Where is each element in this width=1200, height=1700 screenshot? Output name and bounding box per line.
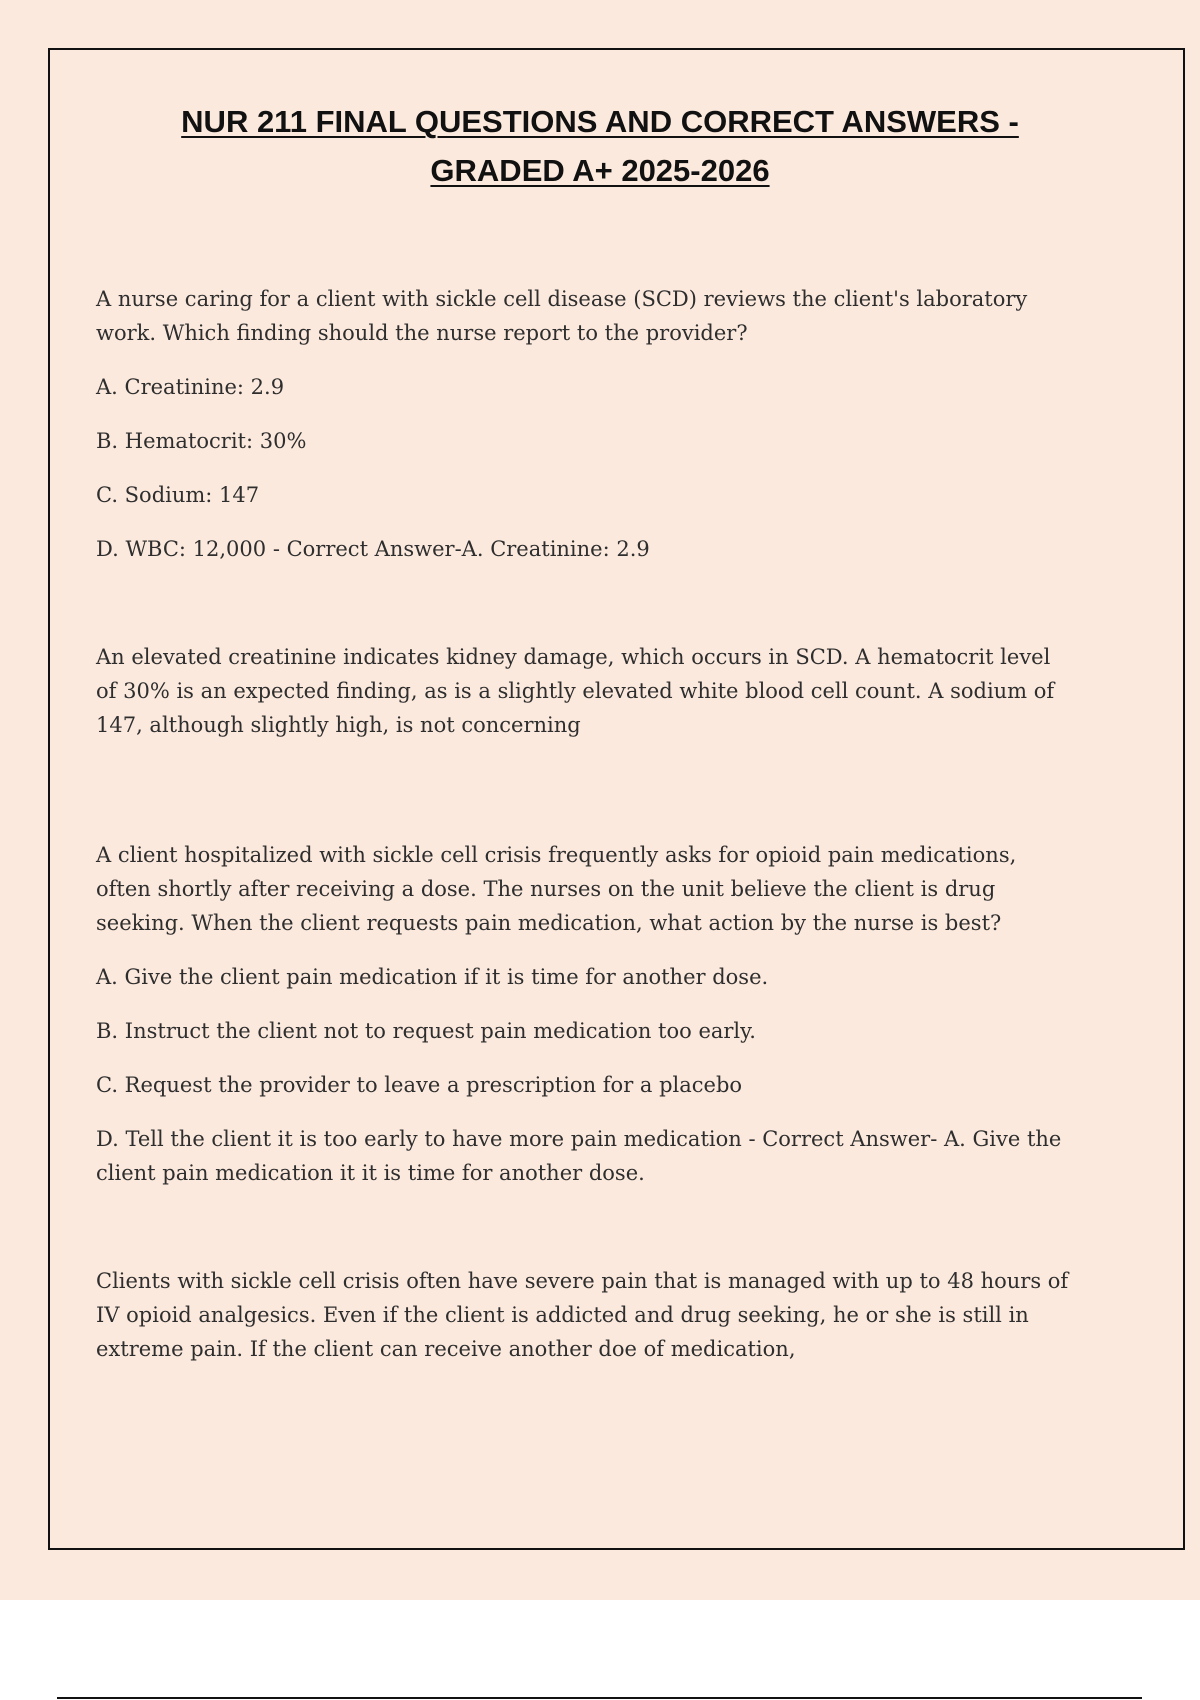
document-title — [0, 97, 1200, 195]
answer-option: D. Tell the client it is too early to have more pain medication - Correct Answer- A. Give the client pain medication it it is time for another dose. — [96, 1127, 1062, 1185]
answer-option: B. Instruct the client not to request pain medication too early. — [96, 1019, 756, 1043]
answer-option: C. Request the provider to leave a prescription for a placebo — [96, 1073, 743, 1097]
title-line-1: NUR 211 FINAL QUESTIONS AND CORRECT ANSWERS - — [181, 104, 1019, 139]
footer-divider — [57, 1697, 1142, 1699]
title-line-2: GRADED A+ 2025-2026 — [430, 153, 770, 188]
rationale: An elevated creatinine indicates kidney damage, which occurs in SCD. A hematocrit level of 30% is an expected finding, as is a slightly elevated white blood cell count. A sodium of 147, although slightly high, is not concerning — [96, 645, 1055, 737]
document-body — [96, 282, 1076, 1366]
answer-option: A. Creatinine: 2.9 — [96, 375, 285, 399]
answer-option: B. Hematocrit: 30% — [96, 429, 307, 453]
question-2 — [96, 838, 1076, 1366]
rationale: Clients with sickle cell crisis often have severe pain that is managed with up to 48 hours of IV opioid analgesics. Even if the client is addicted and drug seeking, he or she is still in extreme pain. If the client can receive another doe of medication, — [96, 1269, 1069, 1361]
question-stem: A client hospitalized with sickle cell crisis frequently asks for opioid pain medications, often shortly after receiving a dose. The nurses on the unit believe the client is drug seeking. When the client requests pain medication, what action by the nurse is best? — [96, 843, 1017, 935]
answer-option: C. Sodium: 147 — [96, 483, 260, 507]
answer-option: A. Give the client pain medication if it is time for another dose. — [96, 965, 769, 989]
question-stem: A nurse caring for a client with sickle cell disease (SCD) reviews the client's laboratory work. Which finding should the nurse report to the provider? — [96, 287, 1028, 345]
answer-option: D. WBC: 12,000 - Correct Answer-A. Creatinine: 2.9 — [96, 537, 650, 561]
question-1 — [96, 282, 1076, 742]
